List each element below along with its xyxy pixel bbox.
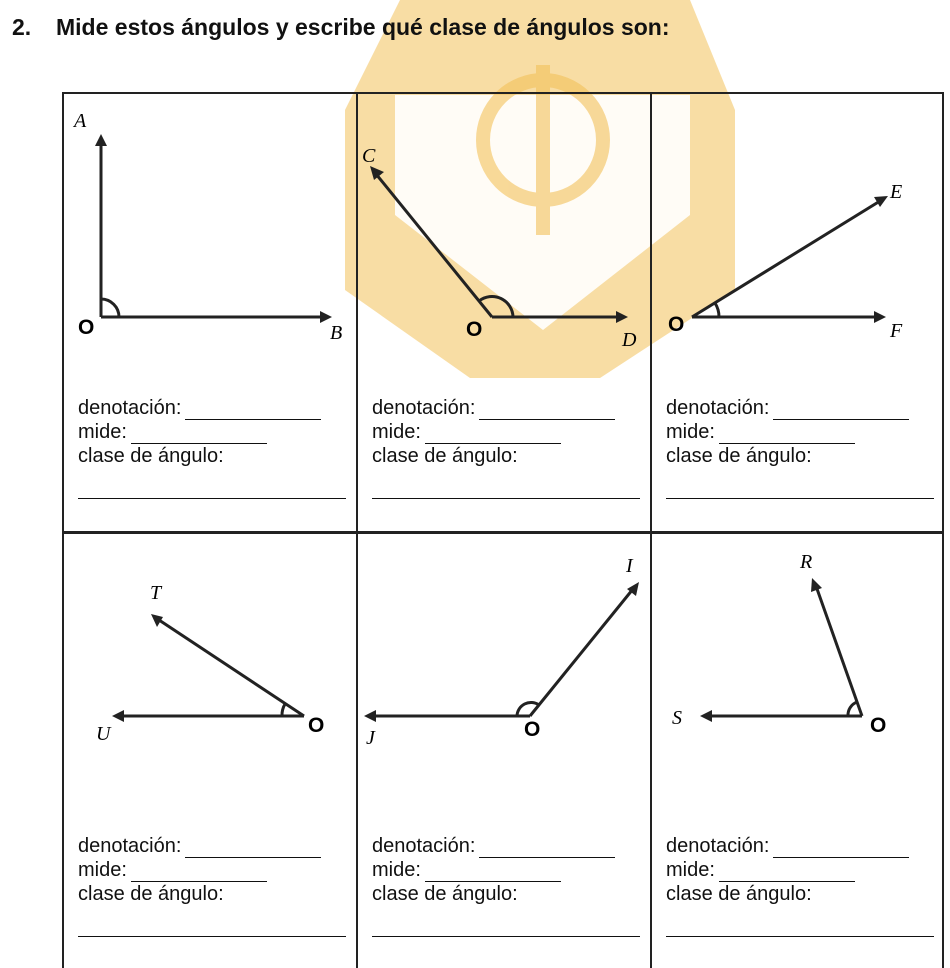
denotation-blank[interactable] <box>773 839 909 858</box>
measure-blank[interactable] <box>719 425 855 444</box>
measure-label: mide: <box>78 421 127 443</box>
denotation-blank[interactable] <box>185 839 321 858</box>
exercise-instruction: Mide estos ángulos y escribe qué clase de ángulos son: <box>56 14 670 40</box>
vertex-label: O <box>78 316 95 339</box>
ray-label-i: I <box>626 555 633 577</box>
denotation-label: denotación: <box>666 397 770 419</box>
ray-label-j: J <box>366 727 375 749</box>
denotation-label: denotación: <box>372 835 476 857</box>
angle-class-blank[interactable] <box>372 468 640 499</box>
vertex-label: O <box>308 714 325 737</box>
angle-diagram-cod <box>358 94 652 394</box>
answer-fields <box>78 834 348 937</box>
angle-diagram-ros <box>652 534 946 834</box>
measure-label: mide: <box>78 859 127 881</box>
angle-cell-ros <box>650 532 944 968</box>
exercise-title <box>12 14 670 41</box>
ray-label-t: T <box>150 582 162 604</box>
measure-label: mide: <box>666 859 715 881</box>
angle-cell-cod <box>356 92 650 532</box>
vertex-label: O <box>870 714 887 737</box>
exercise-number: 2. <box>12 14 32 40</box>
denotation-label: denotación: <box>666 835 770 857</box>
measure-blank[interactable] <box>719 863 855 882</box>
denotation-label: denotación: <box>78 397 182 419</box>
answer-fields <box>666 834 934 937</box>
angle-cell-tou <box>62 532 356 968</box>
vertex-label: O <box>466 318 483 341</box>
angle-cell-ioj <box>356 532 650 968</box>
denotation-label: denotación: <box>78 835 182 857</box>
angle-class-label: clase de ángulo: <box>372 445 518 467</box>
angle-class-blank[interactable] <box>666 468 934 499</box>
angle-diagram-ioj <box>358 534 652 834</box>
ray-label-f: F <box>890 320 903 342</box>
angle-cell-eof <box>650 92 944 532</box>
angle-class-label: clase de ángulo: <box>666 883 812 905</box>
ray-label-a: A <box>74 110 87 132</box>
angle-diagram-tou <box>64 534 358 834</box>
measure-blank[interactable] <box>131 863 267 882</box>
ray-label-r: R <box>800 551 813 573</box>
angle-class-blank[interactable] <box>78 906 346 937</box>
angle-diagram-eof <box>652 94 946 394</box>
ray-label-c: C <box>362 145 376 167</box>
denotation-label: denotación: <box>372 397 476 419</box>
angle-class-blank[interactable] <box>78 468 346 499</box>
angle-diagram-aob <box>64 94 358 394</box>
angle-class-blank[interactable] <box>372 906 640 937</box>
angle-class-blank[interactable] <box>666 906 934 937</box>
denotation-blank[interactable] <box>773 401 909 420</box>
answer-fields <box>666 396 934 499</box>
measure-blank[interactable] <box>425 425 561 444</box>
ray-label-b: B <box>330 322 343 344</box>
answer-fields <box>78 396 348 499</box>
angle-class-label: clase de ángulo: <box>666 445 812 467</box>
answer-fields <box>372 834 642 937</box>
measure-blank[interactable] <box>425 863 561 882</box>
angles-grid <box>62 92 944 968</box>
denotation-blank[interactable] <box>479 401 615 420</box>
ray-label-s: S <box>672 707 682 729</box>
vertex-label: O <box>524 718 541 741</box>
denotation-blank[interactable] <box>185 401 321 420</box>
ray-label-u: U <box>96 723 111 745</box>
measure-label: mide: <box>666 421 715 443</box>
measure-blank[interactable] <box>131 425 267 444</box>
angle-class-label: clase de ángulo: <box>78 445 224 467</box>
ray-label-d: D <box>622 329 637 351</box>
vertex-label: O <box>668 313 685 336</box>
measure-label: mide: <box>372 421 421 443</box>
measure-label: mide: <box>372 859 421 881</box>
angle-class-label: clase de ángulo: <box>372 883 518 905</box>
angle-cell-aob <box>62 92 356 532</box>
answer-fields <box>372 396 642 499</box>
ray-label-e: E <box>890 181 903 203</box>
denotation-blank[interactable] <box>479 839 615 858</box>
angle-class-label: clase de ángulo: <box>78 883 224 905</box>
